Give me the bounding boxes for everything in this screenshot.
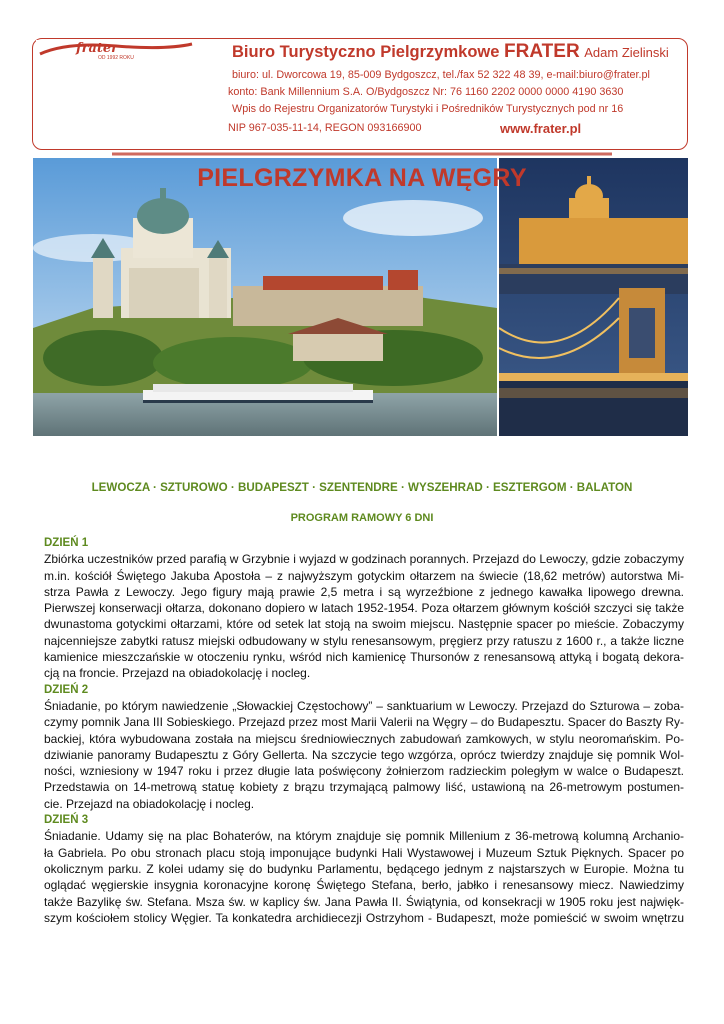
text-line: czymy pomnik Jana III Sobieskiego. Przejazd przez most Marii Valerii na Węgry – do Budapesztu. Spacer do Baszty Ry- [44, 715, 684, 730]
agency-title [232, 41, 669, 63]
day-label: DZIEŃ 2 [44, 683, 89, 696]
text-line: okolicznym parku. Z kolei udamy się do budynku Parlamentu, będącego jednym z najstarszych w Europie. Można tu [44, 861, 684, 876]
text-line: cie. Przejazd na obiadokolację i nocleg. [44, 796, 255, 811]
day-description [44, 551, 684, 681]
text-line: ła Gabriela. Po obu stronach placu stoją imponujące budynki Hali Wystawowej i Muzeum Sztuk Pięknych. Spacer po [44, 845, 684, 860]
text-line: dwunastoma gotyckimi ołtarzami, które od setek lat stoją na swoim miejscu. Następnie spacer po mieście. Zobaczymy [44, 617, 684, 632]
agency-registry: Wpis do Rejestru Organizatorów Turystyki i Pośredników Turystycznych pod nr 16 [232, 103, 624, 115]
program-heading: PROGRAM RAMOWY 6 DNI [290, 512, 434, 524]
text-line: ności, wzniesiony w 1947 roku i przez długie lata poświęcony żołnierzom radzieckim poległym w walce o Budapeszt. [44, 764, 684, 779]
text-line: także Bazylikę św. Stefana. Msza św. w kaplicy św. Jana Pawła II. Świątynia, od konsekracji w 1905 roku jest najwięk- [44, 894, 684, 909]
agency-website-link[interactable]: www.frater.pl [500, 121, 582, 136]
agency-address: biuro: ul. Dworcowa 19, 85-009 Bydgoszcz, tel./fax 52 322 48 39, e-mail:biuro@frater.pl [232, 69, 650, 81]
day-description [44, 828, 684, 926]
text-line: oglądać węgierskie insygnia koronacyjne koronę Świętego Stefana, berło, jabłko i renesansowy miecz. Nawiedzimy [44, 878, 684, 893]
text-line: Śniadanie. Udamy się na plac Bohaterów, na którym znajduje się pomnik Millenium z 36-metrową kolumną Archanio- [44, 829, 684, 844]
trip-title: PIELGRZYMKA NA WĘGRY [197, 164, 527, 192]
decorative-strip [112, 151, 612, 157]
text-line: strza Pawła z Lewoczy. Jego figury mają prawie 2,5 metra i są wyrzeźbione z jednego kawałka lipowego drewna. [44, 584, 684, 599]
day-description [44, 698, 684, 812]
day-3 [44, 812, 684, 926]
frater-logo [36, 40, 196, 60]
day-label: DZIEŃ 3 [44, 814, 89, 827]
text-line: Śniadanie, po którym nawiedzenie „Słowackiej Częstochowy” – sanktuarium w Lewoczy. Przejazd do Szturowa – zoba- [44, 698, 684, 713]
agency-nip-regon: NIP 967-035-11-14, REGON 093166900 [228, 122, 422, 134]
text-line: Przedstawia on 14-metrową statuę kobiety z brązu trzymającą palmowy liść, ustawioną na 26-metrowym postumen- [44, 780, 684, 795]
text-line: backiej, która wybudowana została na miejscu średniowiecznych zabudowań zamkowych, w stylu neoromańskim. Po- [44, 731, 684, 746]
text-line: Pierwszej konserwacji ołtarza, dokonano dopiero w latach 1952-1954. Poza ołtarzem głównym kościół szczyci się także [44, 601, 684, 616]
esztergom-photo [33, 158, 497, 436]
agency-owner: Adam Zielinski [584, 45, 669, 60]
text-line: dziwianie panoramy Budapesztu z Góry Gellerta. Na szczycie tego wzgórza, oprócz twierdzy znajduje się pomnik Wol- [44, 747, 684, 762]
text-line: m.in. kościół Świętego Jakuba Apostoła – z najwyższym gotyckim ołtarzem na świecie (18,62 metrów) autorstwa Mi- [44, 568, 684, 583]
day-2 [44, 682, 684, 812]
route-line: LEWOCZA · SZTUROWO · BUDAPESZT · SZENTENDRE · WYSZEHRAD · ESZTERGOM · BALATON [91, 481, 633, 494]
text-line: najcenniejsze zabytki ratusz miejski odbudowany w stylu renesansowym, pręgierz przy ratuszu z 1600 r., a także liczne [44, 633, 684, 648]
day-1 [44, 535, 684, 682]
itinerary [44, 535, 684, 926]
text-line: Zbiórka uczestników przed parafią w Grzybnie i wyjazd w godzinach porannych. Przejazd do Lewoczy, gdzie zobaczymy [44, 552, 684, 567]
agency-name: Biuro Turystyczno Pielgrzymkowe [232, 43, 500, 61]
agency-brand: FRATER [504, 41, 580, 62]
svg-text:frater: frater [76, 41, 118, 56]
text-line: szym kościołem stolicy Węgier. Ta konkatedra archidiecezji Ostrzyhom - Budapeszt, może pomieścić w swoim wnętrzu [44, 910, 684, 925]
budapest-night-photo [499, 158, 688, 436]
agency-bank-account: konto: Bank Millennium S.A. O/Bydgoszcz Nr: 76 1160 2202 0000 0000 4190 3630 [228, 86, 624, 98]
text-line: kamienice mieszczańskie w otoczeniu rynku, wśród nich kamienicę Thursonów z renesansową attyką i bogatą dekora- [44, 650, 684, 665]
text-line: cją na froncie. Przejazd na obiadokolację i nocleg. [44, 666, 311, 681]
day-label: DZIEŃ 1 [44, 537, 89, 549]
svg-text:OD 1992 ROKU: OD 1992 ROKU [98, 55, 134, 60]
